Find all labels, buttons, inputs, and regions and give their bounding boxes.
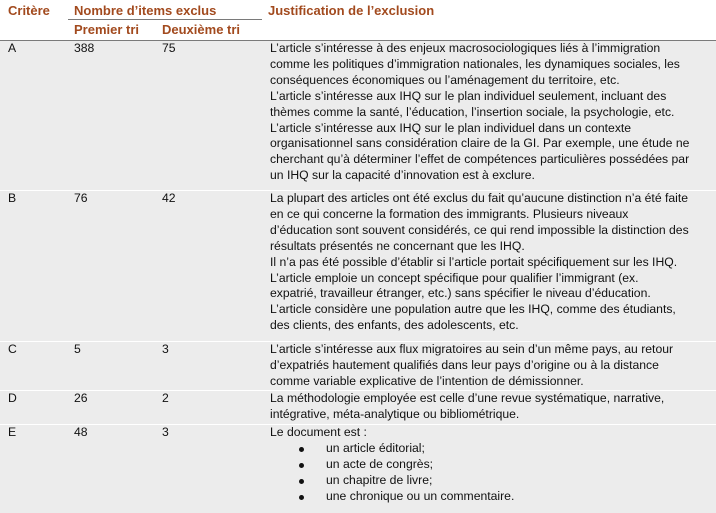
second-sort-count: 2: [162, 391, 169, 405]
justification-line: comme variable explicative de l’intention de démissionner.: [270, 373, 584, 388]
justification-line: en ce qui concerne la formation des immigrants. Plusieurs niveaux: [270, 206, 629, 221]
justification-line: conséquences économiques ou l’aménagement du territoire, etc.: [270, 72, 620, 87]
header-justification: Justification de l’exclusion: [268, 3, 435, 18]
justification-line: L’article s’intéresse à des enjeux macrosociologiques liés à l’immigration: [270, 41, 661, 55]
justification-line: résultats présentés ne concernant que les IHQ.: [270, 238, 525, 253]
criterion-cell: D: [8, 391, 17, 405]
table-header: [0, 0, 716, 40]
justification-line: La méthodologie employée est celle d’une revue systématique, narrative,: [270, 391, 665, 405]
second-sort-count: 3: [162, 425, 169, 439]
second-sort-count: 42: [162, 191, 176, 205]
justification-line: La plupart des articles ont été exclus du fait qu’aucune distinction n’a été faite: [270, 191, 689, 205]
bullet-icon: [299, 447, 304, 452]
second-sort-count: 3: [162, 342, 169, 356]
criterion-cell: B: [8, 191, 17, 205]
first-sort-count: 48: [74, 425, 88, 439]
bullet-icon: [299, 463, 304, 468]
justification-line: thèmes comme la santé, l’éducation, l’insertion sociale, la psychologie, etc.: [270, 104, 675, 119]
justification-line: L’article considère une population autre que les IHQ, comme des étudiants,: [270, 302, 676, 317]
justification-line: d’expatriés hautement qualifiés dans leur pays d’origine ou à la distance: [270, 357, 659, 372]
justification-line: un IHQ sur la capacité d’innovation est à exclure.: [270, 168, 535, 183]
header-criterion: Critère: [8, 3, 50, 18]
header-excluded-count: Nombre d’items exclus: [74, 3, 217, 18]
justification-line: expatrié, travailleur étranger, etc.) sans spécifier le niveau d’éducation.: [270, 286, 651, 301]
criterion-cell: C: [8, 342, 17, 356]
justification-line: comme les politiques d’immigration nationales, les dynamiques sociales, les: [270, 56, 680, 71]
justification-line: L’article s’intéresse aux IHQ sur le plan individuel seulement, incluant des: [270, 88, 667, 103]
justification-line: intégrative, méta-analytique ou bibliométrique.: [270, 406, 520, 421]
justification-line: d’éducation sont souvent considérés, ce qui rend impossible la distinction des: [270, 222, 689, 237]
first-sort-count: 5: [74, 342, 81, 356]
bullet-icon: [299, 495, 304, 500]
bullet-icon: [299, 479, 304, 484]
criterion-cell: A: [8, 41, 17, 55]
first-sort-count: 388: [74, 41, 95, 55]
justification-line: Le document est :: [270, 425, 367, 439]
justification-line: L’article s’intéresse aux flux migratoires au sein d’un même pays, au retour: [270, 342, 674, 356]
justification-line: L’article s’intéresse aux IHQ sur le plan individuel dans un contexte: [270, 120, 632, 135]
bullet-item: une chronique ou un commentaire.: [326, 488, 515, 503]
first-sort-count: 26: [74, 391, 88, 405]
header-second-sort: Deuxième tri: [162, 22, 241, 37]
criterion-cell: E: [8, 425, 17, 439]
header-subdivider: [68, 19, 262, 20]
justification-line: des clients, des enfants, des adolescents, etc.: [270, 318, 519, 333]
bullet-item: un chapitre de livre;: [326, 472, 433, 487]
header-first-sort: Premier tri: [74, 22, 140, 37]
second-sort-count: 75: [162, 41, 176, 55]
bullet-item: un article éditorial;: [326, 440, 425, 455]
justification-line: L’article emploie un concept spécifique pour qualifier l’immigrant (ex.: [270, 270, 639, 285]
justification-line: organisationnel sans considération claire de la GI. Par exemple, une étude ne: [270, 136, 690, 151]
first-sort-count: 76: [74, 191, 88, 205]
justification-line: Il n’a pas été possible d’établir si l’article portait spécifiquement sur les IHQ.: [270, 254, 678, 269]
bullet-item: un acte de congrès;: [326, 456, 434, 471]
justification-line: cherchant qu’à déterminer l’effet de compétences particulières possédées par: [270, 152, 690, 167]
